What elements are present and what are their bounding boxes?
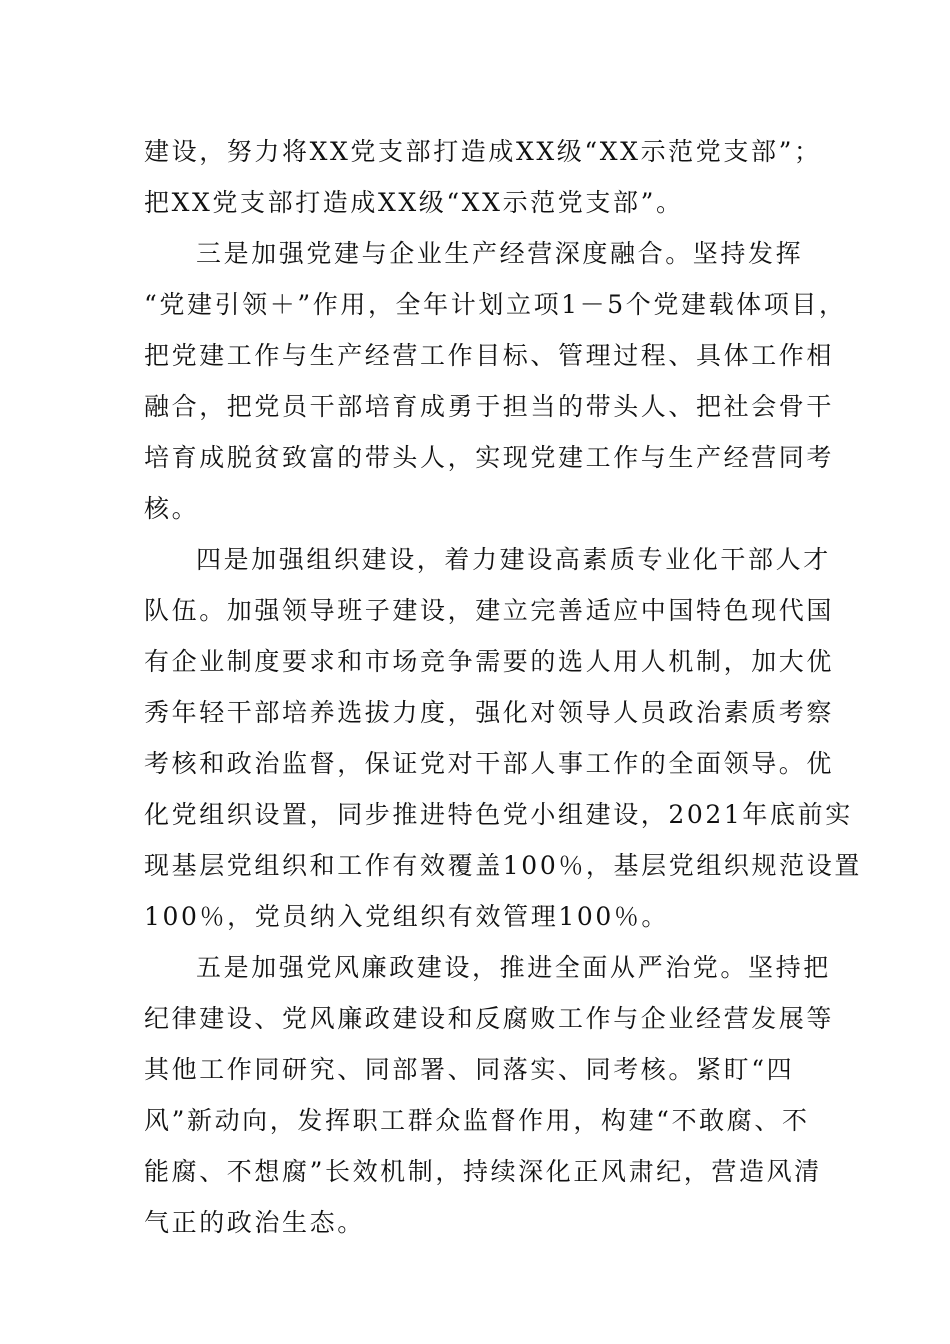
- paragraph-start-line: 三是加强党建与企业生产经营深度融合。坚持发挥: [196, 239, 804, 268]
- text-line: 秀年轻干部培养选拔力度，强化对领导人员政治素质考察: [144, 698, 835, 727]
- text-line: 化党组织设置，同步推进特色党小组建设，2021年底前实: [144, 800, 853, 829]
- text-line: 把党建工作与生产经营工作目标、管理过程、具体工作相: [144, 341, 835, 370]
- text-line: 融合，把党员干部培育成勇于担当的带头人、把社会骨干: [144, 392, 835, 421]
- text-line: 培育成脱贫致富的带头人，实现党建工作与生产经营同考: [144, 443, 835, 472]
- text-line: 有企业制度要求和市场竞争需要的选人用人机制，加大优: [144, 647, 835, 676]
- text-line: 纪律建设、党风廉政建设和反腐败工作与企业经营发展等: [144, 1004, 835, 1033]
- paragraph-start-line: 四是加强组织建设，着力建设高素质专业化干部人才: [196, 545, 831, 574]
- document-body: [144, 126, 862, 1248]
- text-line: 能腐、不想腐”长效机制，持续深化正风肃纪，营造风清: [144, 1157, 822, 1186]
- text-line: 100％，党员纳入党组织有效管理100％。: [144, 902, 670, 931]
- text-line: 队伍。加强领导班子建设，建立完善适应中国特色现代国: [144, 596, 835, 625]
- text-line: “党建引领＋”作用，全年计划立项1－5个党建载体项目，: [144, 290, 847, 319]
- text-line: 把XX党支部打造成XX级“XX示范党支部”。: [144, 188, 684, 217]
- text-line: 风”新动向，发挥职工群众监督作用，构建“不敢腐、不: [144, 1106, 810, 1135]
- text-line: 建设，努力将XX党支部打造成XX级“XX示范党支部”；: [144, 137, 822, 166]
- text-line: 现基层党组织和工作有效覆盖100％，基层党组织规范设置: [144, 851, 862, 880]
- text-line: 考核和政治监督，保证党对干部人事工作的全面领导。优: [144, 749, 835, 778]
- text-line: 核。: [144, 494, 200, 523]
- text-line: 气正的政治生态。: [144, 1208, 365, 1237]
- text-line: 其他工作同研究、同部署、同落实、同考核。紧盯“四: [144, 1055, 795, 1084]
- paragraph-start-line: 五是加强党风廉政建设，推进全面从严治党。坚持把: [196, 953, 831, 982]
